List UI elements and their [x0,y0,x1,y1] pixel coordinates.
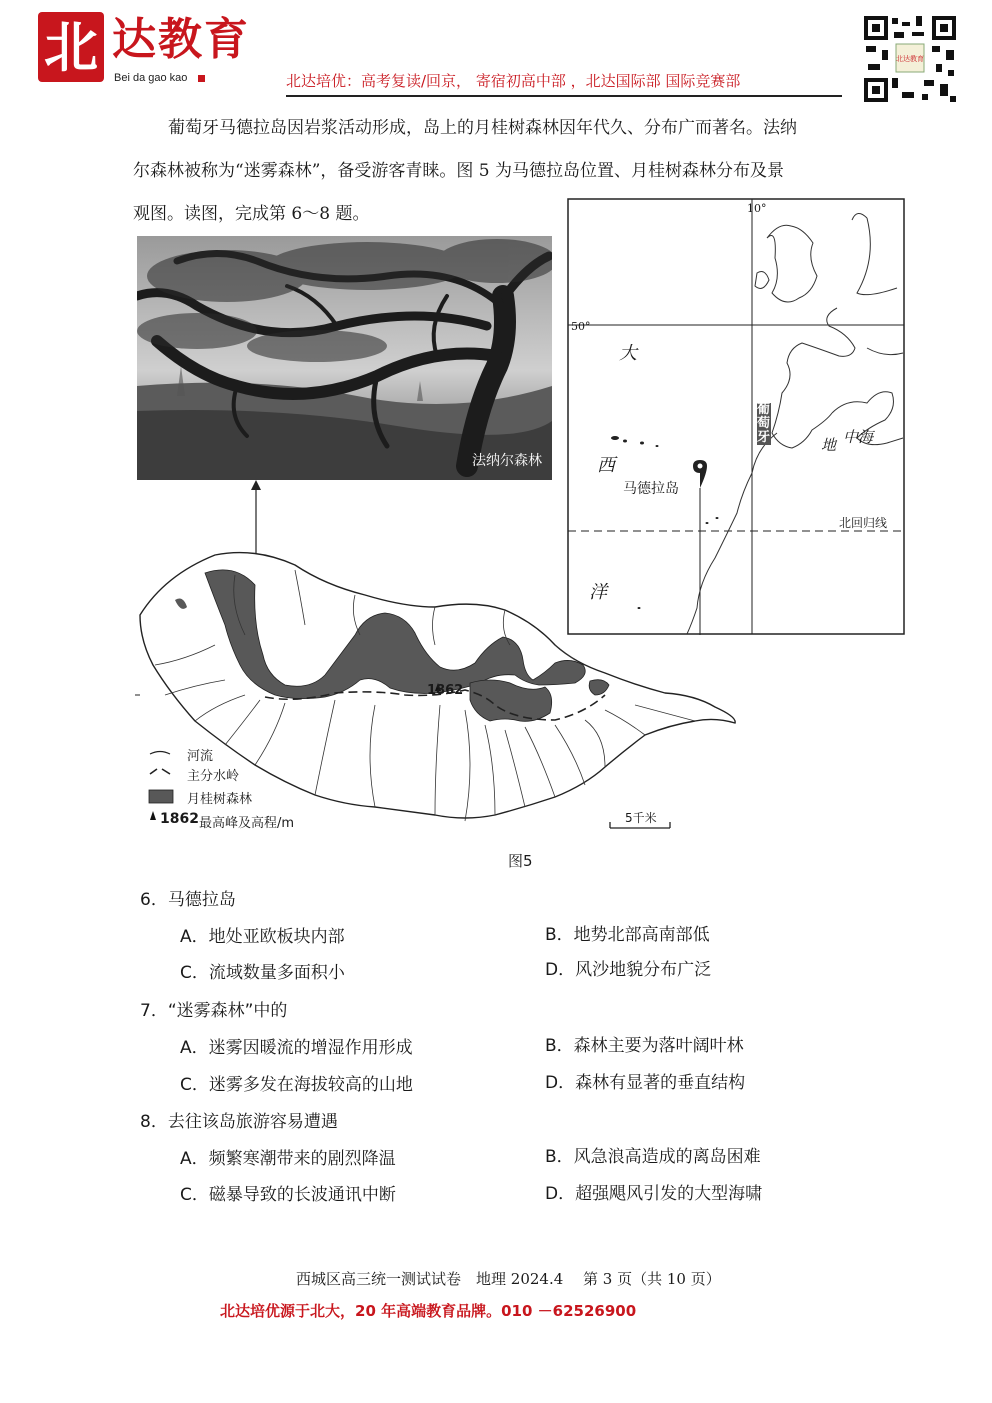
intro-line-1: 葡萄牙马德拉岛因岩浆活动形成，岛上的月桂树森林因年代久、分布广而著名。法纳 [168,118,797,138]
legend-forest: 月桂树森林 [187,792,253,807]
header-slogan: 北达培优：高考复读/回京， 寄宿初高中部 ，北达国际部 国际竞赛部 [286,72,741,90]
question-7-option-a[interactable]: A．迷雾因暖流的增湿作用形成 [180,1038,413,1058]
question-6-stem: 6．马德拉岛 [140,890,236,910]
question-7-option-d[interactable]: D．森林有显著的垂直结构 [545,1073,746,1093]
promo-footer: 北达培优源于北大，20 年高端教育品牌。010 －62526900 [220,1302,637,1320]
question-6-option-d[interactable]: D．风沙地貌分布广泛 [545,960,712,980]
peak-label: 1862 [427,683,464,698]
island-label: 马德拉岛 [623,481,679,497]
portugal-label: 葡萄牙 [757,402,771,445]
lon-label: 10° [747,202,767,215]
question-8-option-d[interactable]: D．超强飓风引发的大型海啸 [545,1184,763,1204]
legend-divide: 主分水岭 [187,769,240,784]
forest-photo [137,236,552,480]
ocean-char-3: 洋 [589,582,607,603]
legend-peak-value: 1862 [160,811,199,827]
tropic-label: 北回归线 [839,516,888,530]
question-7-option-b[interactable]: B．森林主要为落叶阔叶林 [545,1036,744,1056]
question-8-option-c[interactable]: C．磁暴导致的长波通讯中断 [180,1185,396,1205]
question-8-option-a[interactable]: A．频繁寒潮带来的剧烈降温 [180,1149,396,1169]
exam-footer: 西城区高三统一测试试卷 地理 2024.4 第 3 页（共 10 页） [296,1270,721,1288]
qr-code[interactable] [862,14,958,104]
question-8-option-b[interactable]: B．风急浪高造成的离岛困难 [545,1147,761,1167]
island-map [135,545,745,845]
question-6-option-b[interactable]: B．地势北部高南部低 [545,925,710,945]
sea-char-2: 中海 [843,428,874,446]
logo: 北 [38,12,104,82]
photo-caption: 法纳尔森林 [472,453,542,469]
question-7-option-c[interactable]: C．迷雾多发在海拔较高的山地 [180,1075,413,1095]
scale-label: 5千米 [625,811,657,825]
qr-label: 北达教育 [896,55,924,63]
logo-title: 达教育 [112,14,250,65]
figure-caption: 图5 [508,852,533,870]
logo-pinyin: Bei da gao kao [114,72,188,84]
ocean-char-1: 大 [619,343,637,364]
ocean-char-2: 西 [597,455,615,476]
sea-char-1: 地 [821,436,837,454]
question-7-stem: 7．“迷雾森林”中的 [140,1001,288,1021]
question-6-option-c[interactable]: C．流域数量多面积小 [180,963,345,983]
intro-line-3: 观图。读图，完成第 6～8 题。 [133,204,370,224]
logo-dot [198,75,205,82]
legend-peak: 最高峰及高程/m [199,816,295,831]
legend-river: 河流 [187,749,214,764]
header-divider [286,95,842,97]
question-8-stem: 8．去往该岛旅游容易遭遇 [140,1112,338,1132]
intro-line-2: 尔森林被称为“迷雾森林”，备受游客青睐。图 5 为马德拉岛位置、月桂树森林分布及景 [133,161,785,181]
lat-label: 50° [571,320,591,333]
question-6-option-a[interactable]: A．地处亚欧板块内部 [180,927,345,947]
